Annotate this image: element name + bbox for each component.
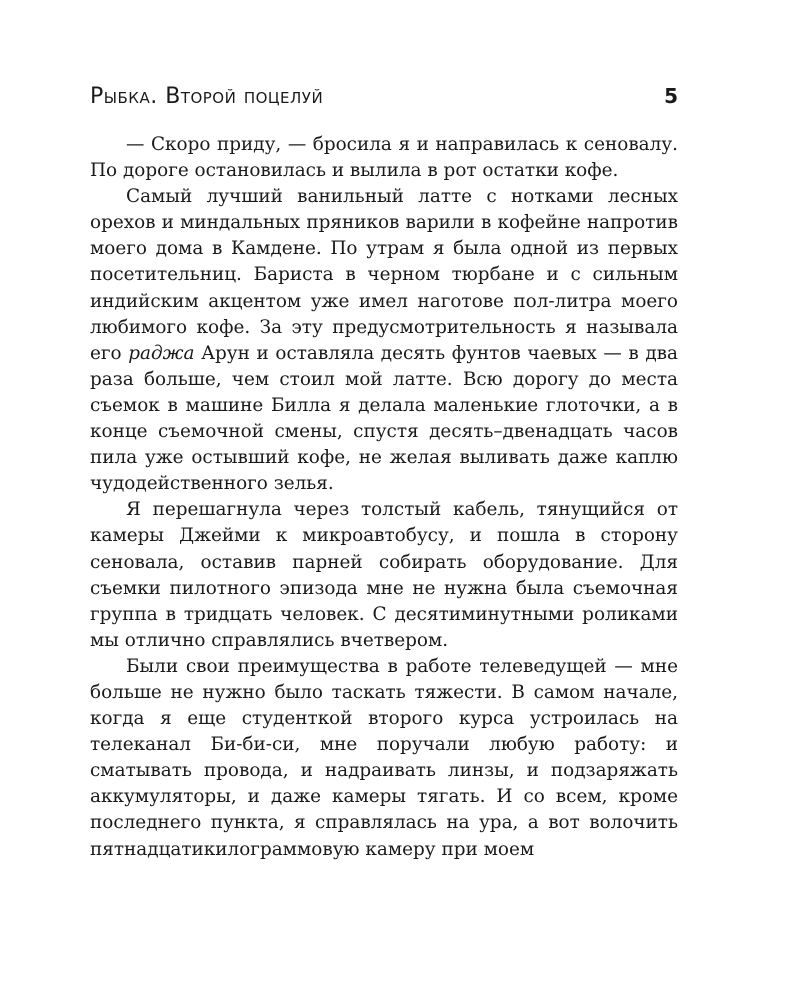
paragraph: — Скоро приду, — бросила я и направилась к сеновалу. По дороге остановилась и вылила в рот остатки кофе.	[90, 134, 678, 182]
paragraph: Были свои преимущества в работе телеведущей — мне больше не нужно было таскать тяжести. В самом начале, когда я еще студенткой второго курса устроилась на телеканал Би-би-си, мне поручали любую работу: и сматывать провода, и надраивать линзы, и подзаряжать аккумуляторы, и даже камеры тягать. И со всем, кроме последнего пункта, я справлялась на ура, а вот волочить пятнадцатикилограммовую камеру при моем	[90, 655, 678, 860]
page-number: 5	[664, 84, 678, 108]
paragraph-text: Арун и оставляла десять фунтов чаевых — в два раза больше, чем стоил мой латте. Всю дорогу до места съемок в машине Билла я делала маленькие глоточки, а в конце съемочной смены, спустя десять–двенадцать часов пила уже остывший кофе, не желая выливать даже каплю чудодейственного зелья.	[90, 342, 678, 495]
book-page	[90, 84, 678, 863]
paragraph-text: Самый лучший ванильный латте с нотками лесных орехов и миндальных пряников варили в кофейне напротив моего дома в Камдене. По утрам я была одной из первых посетительниц. Бариста в черном тюрбане и с сильным индийским акцентом уже имел наготове пол-литра моего любимого кофе. За эту предусмотрительность я называла его	[90, 186, 678, 364]
body-text	[90, 132, 678, 863]
italic-word: раджа	[128, 342, 195, 364]
paragraph: Я перешагнула через толстый кабель, тянущийся от камеры Джейми к микроавтобусу, и пошла в сторону сеновала, оставив парней собирать оборудование. Для съемки пилотного эпизода мне не нужна была съемочная группа в тридцать человек. С десятиминутными роликами мы отлично справлялись вчетвером.	[90, 499, 678, 651]
running-title: Рыбка. Второй поцелуй	[90, 84, 324, 109]
running-head	[90, 84, 678, 124]
paragraph	[90, 184, 678, 497]
